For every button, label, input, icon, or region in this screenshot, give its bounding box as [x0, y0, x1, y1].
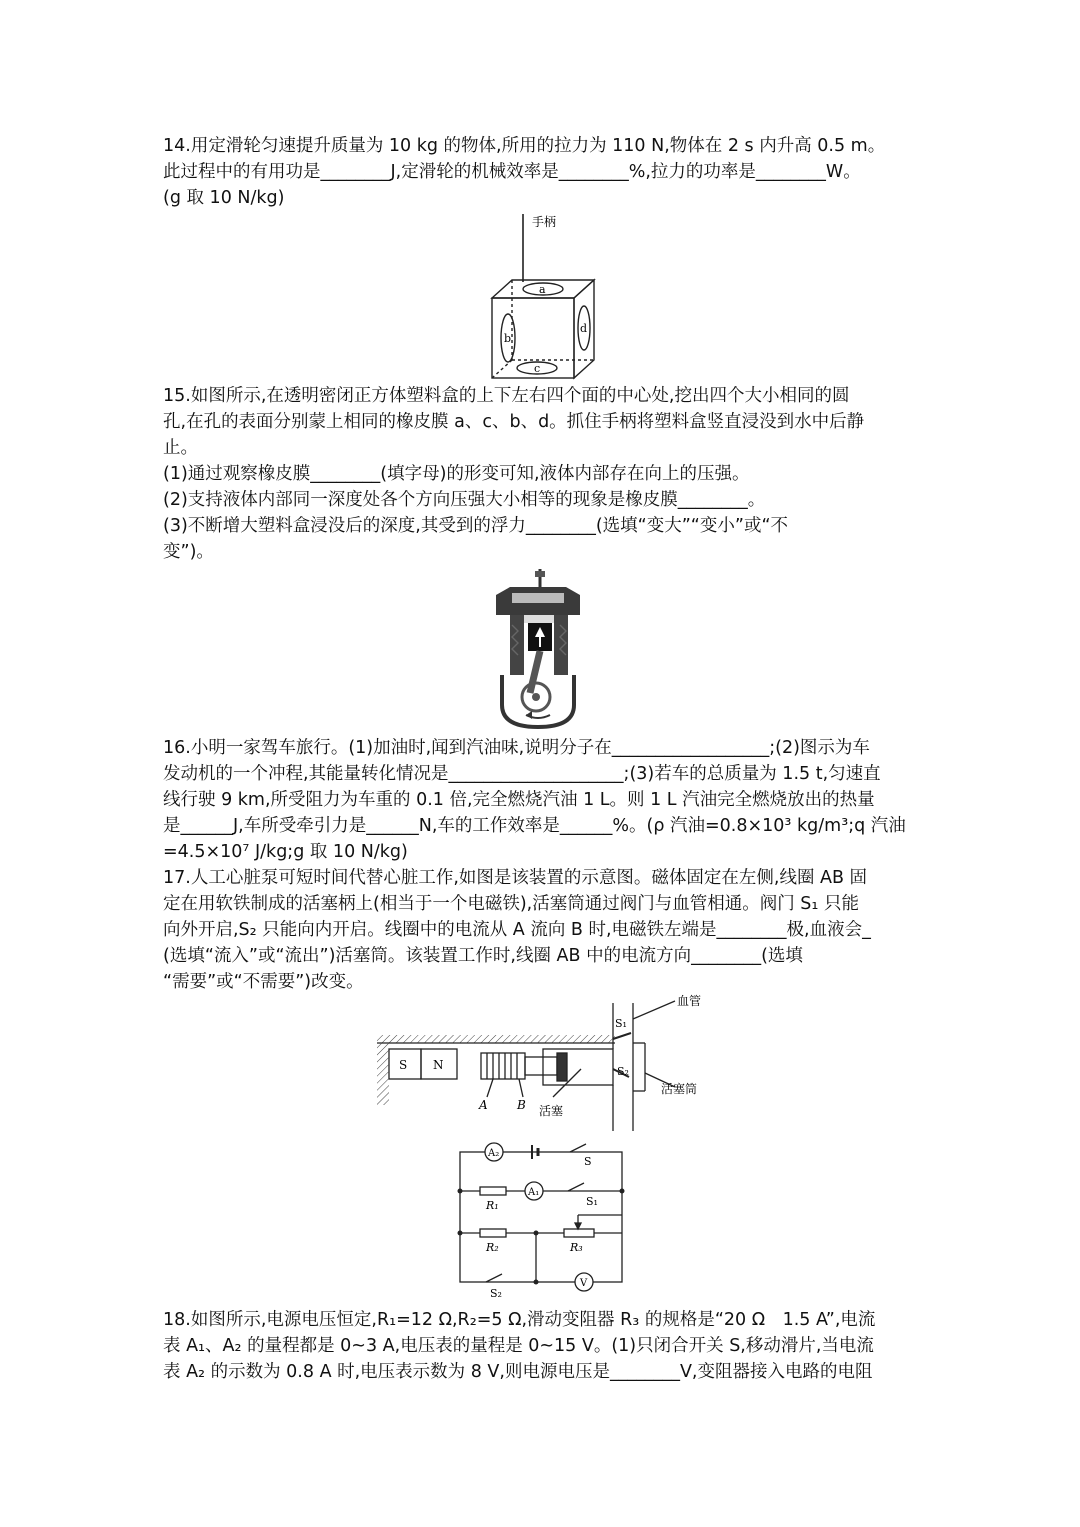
- q15-line-1: 15.如图所示,在透明密闭正方体塑料盒的上下左右四个面的中心处,挖出四个大小相同的圆: [163, 386, 850, 406]
- resistor-r1: [480, 1187, 506, 1195]
- piston-cylinder: [543, 1049, 613, 1085]
- piston-head: [557, 1053, 567, 1081]
- resistor-r2: [480, 1229, 506, 1237]
- piston-label: 活塞: [539, 1104, 564, 1118]
- magnet-s-label: S: [399, 1058, 408, 1072]
- q14-line-2: 此过程中的有用功是________J,定滑轮的机械效率是________%,拉力的功率是________W。: [163, 162, 861, 182]
- q18-line-2: 表 A₁、A₂ 的量程都是 0~3 A,电压表的量程是 0~15 V。(1)只闭合开关 S,移动滑片,当电流: [163, 1336, 874, 1356]
- membrane-a-label: a: [539, 283, 546, 296]
- membrane-c-label: c: [534, 362, 541, 375]
- valve-s1: [613, 1033, 631, 1039]
- switch-s-label: S: [584, 1155, 592, 1168]
- r2-label: R₂: [486, 1241, 499, 1254]
- r1-label: R₁: [486, 1199, 499, 1212]
- cube-figure: [480, 210, 610, 382]
- q16-line-1: 16.小明一家驾车旅行。(1)加油时,闻到汽油味,说明分子在__________________;(2)图示为车: [163, 738, 870, 758]
- q15-line-7: 变”)。: [163, 542, 214, 562]
- top-wall-hatch: [377, 1035, 615, 1043]
- q15-line-2: 孔,在孔的表面分别蒙上相同的橡皮膜 a、c、b、d。抓住手柄将塑料盒竖直浸没到水中后静: [163, 412, 865, 432]
- q17-line-3: 向外开启,S₂ 只能向内开启。线圈中的电流从 A 流向 B 时,电磁铁左端是________极,血液会_: [163, 920, 871, 940]
- switch-s: [570, 1144, 586, 1152]
- cylinder-label: 活塞筒: [661, 1082, 698, 1096]
- q14-line-3: (g 取 10 N/kg): [163, 188, 285, 208]
- q17-line-2: 定在用软铁制成的活塞柄上(相当于一个电磁铁),活塞筒通过阀门与血管相通。阀门 S₁ 只能: [163, 894, 859, 914]
- q16-line-5: =4.5×10⁷ J/kg;g 取 10 N/kg): [163, 842, 408, 862]
- valve-s2-label: S₂: [617, 1065, 629, 1078]
- q17-line-5: “需要”或“不需要”)改变。: [163, 972, 364, 992]
- voltmeter-label: V: [580, 1278, 588, 1289]
- valve-s1-label: S₁: [615, 1017, 627, 1030]
- switch-s2-label: S₂: [490, 1287, 502, 1300]
- cylinder-wall-right: [554, 615, 568, 675]
- switch-s1-label: S₁: [586, 1195, 598, 1208]
- circuit-figure: [452, 1135, 632, 1300]
- q15-line-4: (1)通过观察橡皮膜________(填字母)的形变可知,液体内部存在向上的压强。: [163, 464, 750, 484]
- membrane-b-label: b: [504, 332, 512, 345]
- switch-s1: [568, 1183, 584, 1191]
- ammeter-a2-label: A₂: [488, 1148, 500, 1159]
- switch-s2: [486, 1274, 502, 1282]
- handle-label: 手柄: [532, 215, 557, 229]
- coil-b-label: B: [517, 1098, 526, 1112]
- coil-a-label: A: [479, 1098, 488, 1112]
- cylinder-wall-left: [510, 615, 524, 675]
- q15-line-3: 止。: [163, 438, 198, 458]
- q15-line-5: (2)支持液体内部同一深度处各个方向压强大小相等的现象是橡皮膜________。: [163, 490, 766, 510]
- q17-line-4: (选填“流入”或“流出”)活塞筒。该装置工作时,线圈 AB 中的电流方向________(选填: [163, 946, 803, 966]
- r3-label: R₃: [570, 1241, 583, 1254]
- engine-figure: [488, 565, 588, 730]
- q14-line-1: 14.用定滑轮匀速提升质量为 10 kg 的物体,所用的拉力为 110 N,物体在 2 s 内升高 0.5 m。: [163, 136, 886, 156]
- q18-line-1: 18.如图所示,电源电压恒定,R₁=12 Ω,R₂=5 Ω,滑动变阻器 R₃ 的规格是“20 Ω 1.5 A”,电流: [163, 1310, 876, 1330]
- membrane-d-label: d: [580, 322, 588, 335]
- q17-line-1: 17.人工心脏泵可短时间代替心脏工作,如图是该装置的示意图。磁体固定在左侧,线圈 AB 固: [163, 868, 868, 888]
- q15-line-6: (3)不断增大塑料盒浸没后的深度,其受到的浮力________(选填“变大”“变小”或“不: [163, 516, 789, 536]
- connecting-rod: [530, 651, 540, 693]
- vessel-label: 血管: [677, 994, 702, 1008]
- left-wall: [377, 1043, 389, 1105]
- circuit-outer-loop: [460, 1152, 622, 1282]
- q16-line-2: 发动机的一个冲程,其能量转化情况是____________________;(3)若车的总质量为 1.5 t,匀速直: [163, 764, 881, 784]
- piston-rod: [525, 1057, 557, 1075]
- magnet-n-label: N: [433, 1058, 444, 1072]
- rheostat-r3: [564, 1229, 594, 1237]
- q18-line-3: 表 A₂ 的示数为 0.8 A 时,电压表示数为 8 V,则电源电压是________V,变阻器接入电路的电阻: [163, 1362, 873, 1382]
- heart-pump-figure: [375, 993, 710, 1133]
- q16-line-3: 线行驶 9 km,所受阻力为车重的 0.1 倍,完全燃烧汽油 1 L。则 1 L 汽油完全燃烧放出的热量: [163, 790, 875, 810]
- ammeter-a1-label: A₁: [528, 1187, 540, 1198]
- q16-line-4: 是______J,车所受牵引力是______N,车的工作效率是______%。(ρ 汽油=0.8×10³ kg/m³;q 汽油: [163, 816, 906, 836]
